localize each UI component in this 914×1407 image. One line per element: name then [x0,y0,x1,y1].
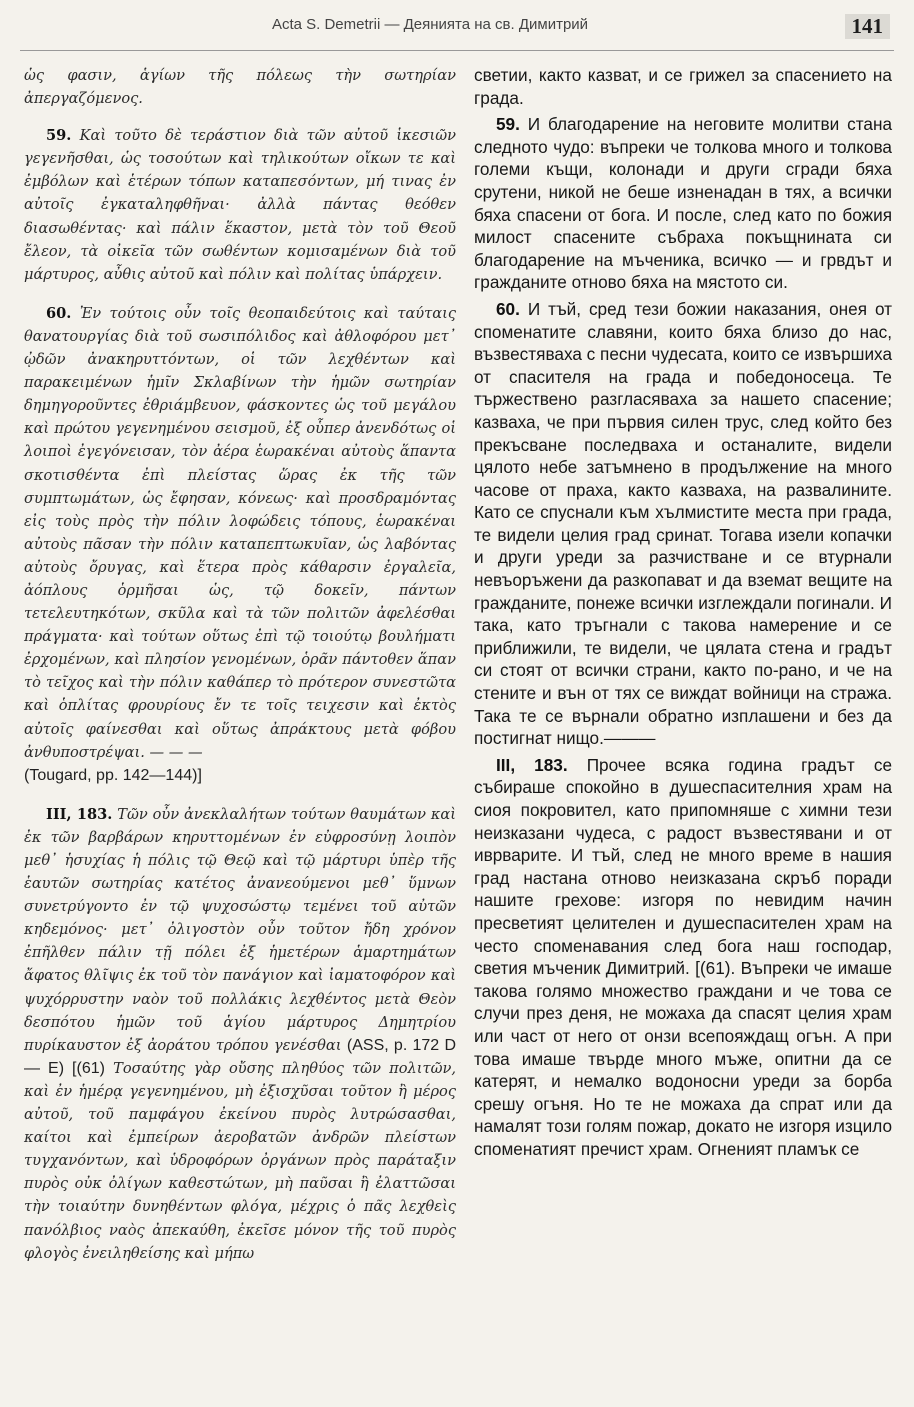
bulgarian-text: светии, както казват, и се грижел за спасението на града. [474,65,892,108]
bulgarian-paragraph-59 [474,113,892,294]
bulgarian-text: И благодарение на неговите молитви стана следното чудо: въпреки че толкова много и толкова големи къщи, колонади и други сгради бяха срутени, никой не беше изненадан в тях, а всички бяха спасени от бога. И после, след като по божия милост спасените събраха покъщнината си благодарение на мъченика, всичко — и грвдът и гражданите отново бяха на мястото си. [474,114,893,293]
greek-text: Τῶν οὖν ἀνεκλαλήτων τούτων θαυμάτων καὶ ἐκ τῶν βαρβάρων κηρυττομένων ἐν εὐφροσύνῃ λοιπὸν μεθ᾽ ἡσυχίας ἡ πόλις τῷ Θεῷ καὶ τῷ μάρτυρι ὑπὲρ τῆς ἑαυτῶν σωτηρίας κατέτος ἀνανεούμενοι μεθ᾽ ὕμνων συνετρύγοντο ἐν τῷ ψυχοσώστῳ τεμένει τοῦ αὐτῶν κηδεμόνος· μετ᾽ ὀλιγοστὸν οὖν τοῦτον ἤδη χρόνον ἐπῆλθεν πάλιν τῇ πόλει ἐξ ἡμετέρων ἁμαρτημάτων ἄφατος θλῖψις ἐκ τοῦ τὸν πανάγιον καὶ ἰαματοφόρον καὶ ψυχόρρυστην ναὸν τοῦ πολλάκις λεχθέντος μετὰ Θεὸν δεσπότου ἡμῶν τοῦ ἁγίου μάρτυρος Δημητρίου πυρίκαυστον ἐξ ἀοράτου τρόπου γενέσθαι [24,805,456,1054]
section-number: 59. [496,114,520,135]
section-number: 60. [496,298,520,319]
page-number: 141 [845,14,891,39]
greek-paragraph-60 [24,302,456,787]
bulgarian-text: И тъй, сред тези божии наказания, онея от споменатите славяни, които бяха близо до нас, възвестяваха с песни чудесата, които се извършиха от спасителя на града и победоносеца. Те тържествено разгласяваха за нашето спасение; казваха, че при първия силен трус, след който без прекъсване последваха и останалите, видели цялото небе затъмнено в продължение на много часове от праха, както казваха, на развалините. Като се спуснали към хълмистите места при града, те видели целия град сринат. Тогава изели копачки и други уреди за разчистване и се втурнали невъоръжени да разкопават и да вземат вещите на гражданите, понеже всички изглеждали погинали. И така, като тръгнали с такова намерение и се приближили, те видели, че цялата стена и градът си стоят от всички страни, както по-рано, и че на стените и вън от тях се виждат войници на стража. Така те се върнали обратно изплашени и без да постигнат нищо.——— [474,298,893,749]
section-number: III, 183. [496,754,568,775]
section-number: III, 183. [46,805,113,823]
citation: (Tougard, pp. 142—144)] [24,766,202,784]
page-header [20,10,894,51]
greek-paragraph-183 [24,803,456,1265]
bulgarian-paragraph-intro [474,64,892,109]
bulgarian-text: Прочее всяка година градът се събираше спокойно в душеспасителния храм на сиоя покровител, като припомняше с химни тези неизказани чудеса, с радост възвестявани и от иврварите. И тъй, след не много време в нашия град настана отново неизказана скръб поради нашите грехове: изгоря по невидим начин пресветият целителен и душеспасителен храм на често споменавания след бога наш господар, светия мъченик Димитрий. [(61). Въпреки че имаше такова голямо множество граждани и че това се случи през деня, не можаха да спасят целия храм или част от него от онзи всепояждащ огън. А при това имаше твърде много мъже, опитни да се катерят, и немалко водоносни уреди за борба срешу огъня. Но те не можаха да спрат или да намалят този голям пожар, докато не изгоря изцило споменатият пречист храм. Огненият пламък се [474,754,892,1159]
section-number: 60. [46,304,72,322]
bulgarian-column [474,64,892,1165]
greek-paragraph-intro [24,64,456,110]
greek-text: Τοσαύτης γὰρ οὔσης πληθύος τῶν πολιτῶν, καὶ ἐν ἡμέρᾳ γεγενημένου, μὴ ἐξισχῦσαι τοῦτον ἢ μέρος αὐτοῦ, τοῦ παμφάγου ἐκείνου πυρὸς λυτρώσασθαι, καίτοι καὶ ἐμπείρων ἀεροβατῶν ἀνδρῶν πλείστων τυγχανόντων, καὶ ὑδροφόρων ὀργάνων πρὸς παράταξιν πυρὸς οὐκ ὀλίγων καθεστώτων, μὴ παῦσαι ἢ ἐλαττῶσαι τὴν τοιαύτην δυνηθέντων φλόγα, μέχρις ὁ πᾶς λεχθεὶς πανόλβιος ναὸς ἀπεκαύθη, ἐκεῖσε μόνον τῆς τοῦ πυρὸς φλογὸς ἐνειληθείσης καὶ μήπω [24,1059,456,1262]
greek-text: Ἐν τούτοις οὖν τοῖς θεοπαιδεύτοις καὶ ταύταις θανατουργίας διὰ τοῦ σωσιπόλιδος καὶ ἀθλοφόρου μετ᾽ ᾠδῶν ἀνακηρυττόντων, οἱ τῶν λεχθέντων καὶ παρακειμένων ἡμῖν Σκλαβίνων τὴν ἡμῶν σωτηρίαν δημηγοροῦντες ἐθριάμβευον, φάσκοντες ὡς τοῦ μεγάλου καὶ πρώτου γεγενημένου σεισμοῦ, ἐξ οὗπερ ἀνενδότως οἱ λοιποὶ ἐγεγόνεισαν, τὸν ἀέρα ἑωρακέναι αὐτοὺς ἅπαντα σκοτισθέντα ἐπὶ πλείστας ὥρας ἐκ τῆς τῶν συμπτωμάτων, ὡς ἔφησαν, κόνεως· καὶ προσδραμόντας εἰς τοὺς πρὸς τὴν πόλιν λοφώδεις τόπους, ἑωρακέναι αὐτοὺς πᾶσαν τὴν πόλιν καταπεπτωκυῖαν, ὡς λαβόντας αὐτοὺς ὄρυγας, καὶ ἕτερα πρὸς κάθαρσιν ἐργαλεῖα, ἀόπλους ὁρμῆσαι ὡς, τῷ δοκεῖν, πάντων τετελευτηκότων, σκῦλα καὶ τὰ τῶν πολιτῶν ἀφελέσθαι πράγματα· καὶ τούτων οὕτως ἐπὶ τῷ τοιούτῳ βουλήματι ἐρχομένων, καὶ πλησίον γενομένων, ὁρᾶν πάντοθεν ἅπαν τὸ τεῖχος καὶ τὴν πόλιν καθάπερ τὸ πρότερον συνεστῶτα καὶ ὁπλίτας φρουρίους ἔν τε τοῖς τειχεσιν καὶ ἐκτὸς αὐτοῖς φαίνεσθαι καὶ οὕτως ἀπράκτους μετὰ φόβου ἀνθυποστρέψαι. — — — [24,304,457,761]
bulgarian-paragraph-60 [474,298,892,750]
citation: (ASS, p. 172 D — E) [(61) [24,1036,456,1077]
greek-paragraph-59 [24,124,456,286]
bulgarian-paragraph-183 [474,754,892,1161]
greek-column [24,64,456,1279]
greek-text: Καὶ τοῦτο δὲ τεράστιον διὰ τῶν αὐτοῦ ἱκεσιῶν γεγενῆσθαι, ὡς τοσούτων καὶ τηλικούτων οἴκων τε καὶ ἐμβόλων καὶ ἑτέρων τόπων καταπεσόντων, μή τινας ἐν αὐτοῖς ἐγκαταληφθῆναι· ἀλλὰ πάντας θεόθεν διασωθέντας· καὶ πάλιν ἕκαστον, μετὰ τὸν τοῦ Θεοῦ ἔλεον, τὰ οἰκεῖα τῶν σωθέντων κομισαμένων διὰ τοῦ μάρτυρος, αὖθις αὐτοῦ καὶ πόλιν καὶ πολίτας ὑπάρχειν. [24,127,456,283]
running-title: Acta S. Demetrii — Деянията на св. Димитрий [271,16,589,33]
section-number: 59. [46,127,72,145]
greek-text: ὡς φασιν, ἁγίων τῆς πόλεως τὴν σωτηρίαν ἀπεργαζόμενος. [24,67,456,108]
